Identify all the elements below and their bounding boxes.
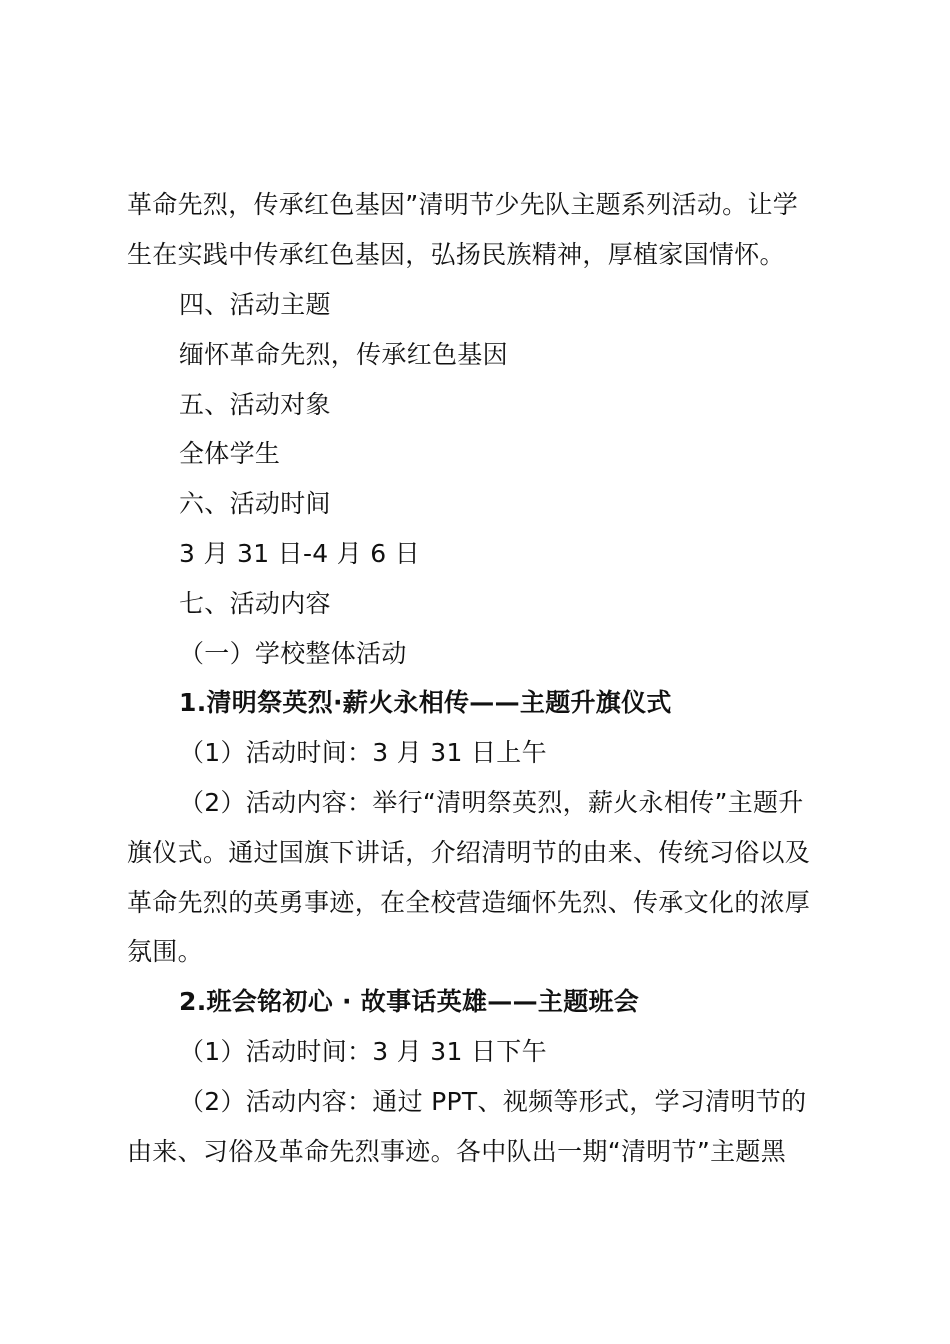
paragraph-line: 3 月 31 日-4 月 6 日 (179, 539, 421, 568)
section-heading: 五、活动对象 (179, 390, 331, 419)
subsection-heading: （一）学校整体活动 (179, 639, 407, 668)
paragraph-line: 由来、习俗及革命先烈事迹。各中队出一期“清明节”主题黑 (127, 1137, 787, 1166)
paragraph-line: 革命先烈，传承红色基因”清明节少先队主题系列活动。让学 (127, 190, 799, 219)
paragraph-line: （2）活动内容：举行“清明祭英烈，薪火永相传”主题升 (179, 788, 804, 817)
paragraph-line: （1）活动时间：3 月 31 日下午 (179, 1037, 547, 1066)
paragraph-line: （2）活动内容：通过 PPT、视频等形式，学习清明节的 (179, 1087, 807, 1116)
paragraph-line: 全体学生 (179, 439, 281, 468)
activity-title: 2.班会铭初心 · 故事话英雄——主题班会 (179, 987, 640, 1016)
paragraph-line: 缅怀革命先烈，传承红色基因 (179, 340, 508, 369)
section-heading: 六、活动时间 (179, 489, 331, 518)
paragraph-line: 革命先烈的英勇事迹，在全校营造缅怀先烈、传承文化的浓厚 (127, 888, 811, 917)
paragraph-line: （1）活动时间：3 月 31 日上午 (179, 738, 547, 767)
paragraph-line: 氛围。 (127, 937, 203, 966)
activity-title: 1.清明祭英烈·薪火永相传——主题升旗仪式 (179, 688, 672, 717)
paragraph-line: 生在实践中传承红色基因，弘扬民族精神，厚植家国情怀。 (127, 240, 785, 269)
section-heading: 七、活动内容 (179, 589, 331, 618)
paragraph-line: 旗仪式。通过国旗下讲话，介绍清明节的由来、传统习俗以及 (127, 838, 811, 867)
section-heading: 四、活动主题 (179, 290, 331, 319)
